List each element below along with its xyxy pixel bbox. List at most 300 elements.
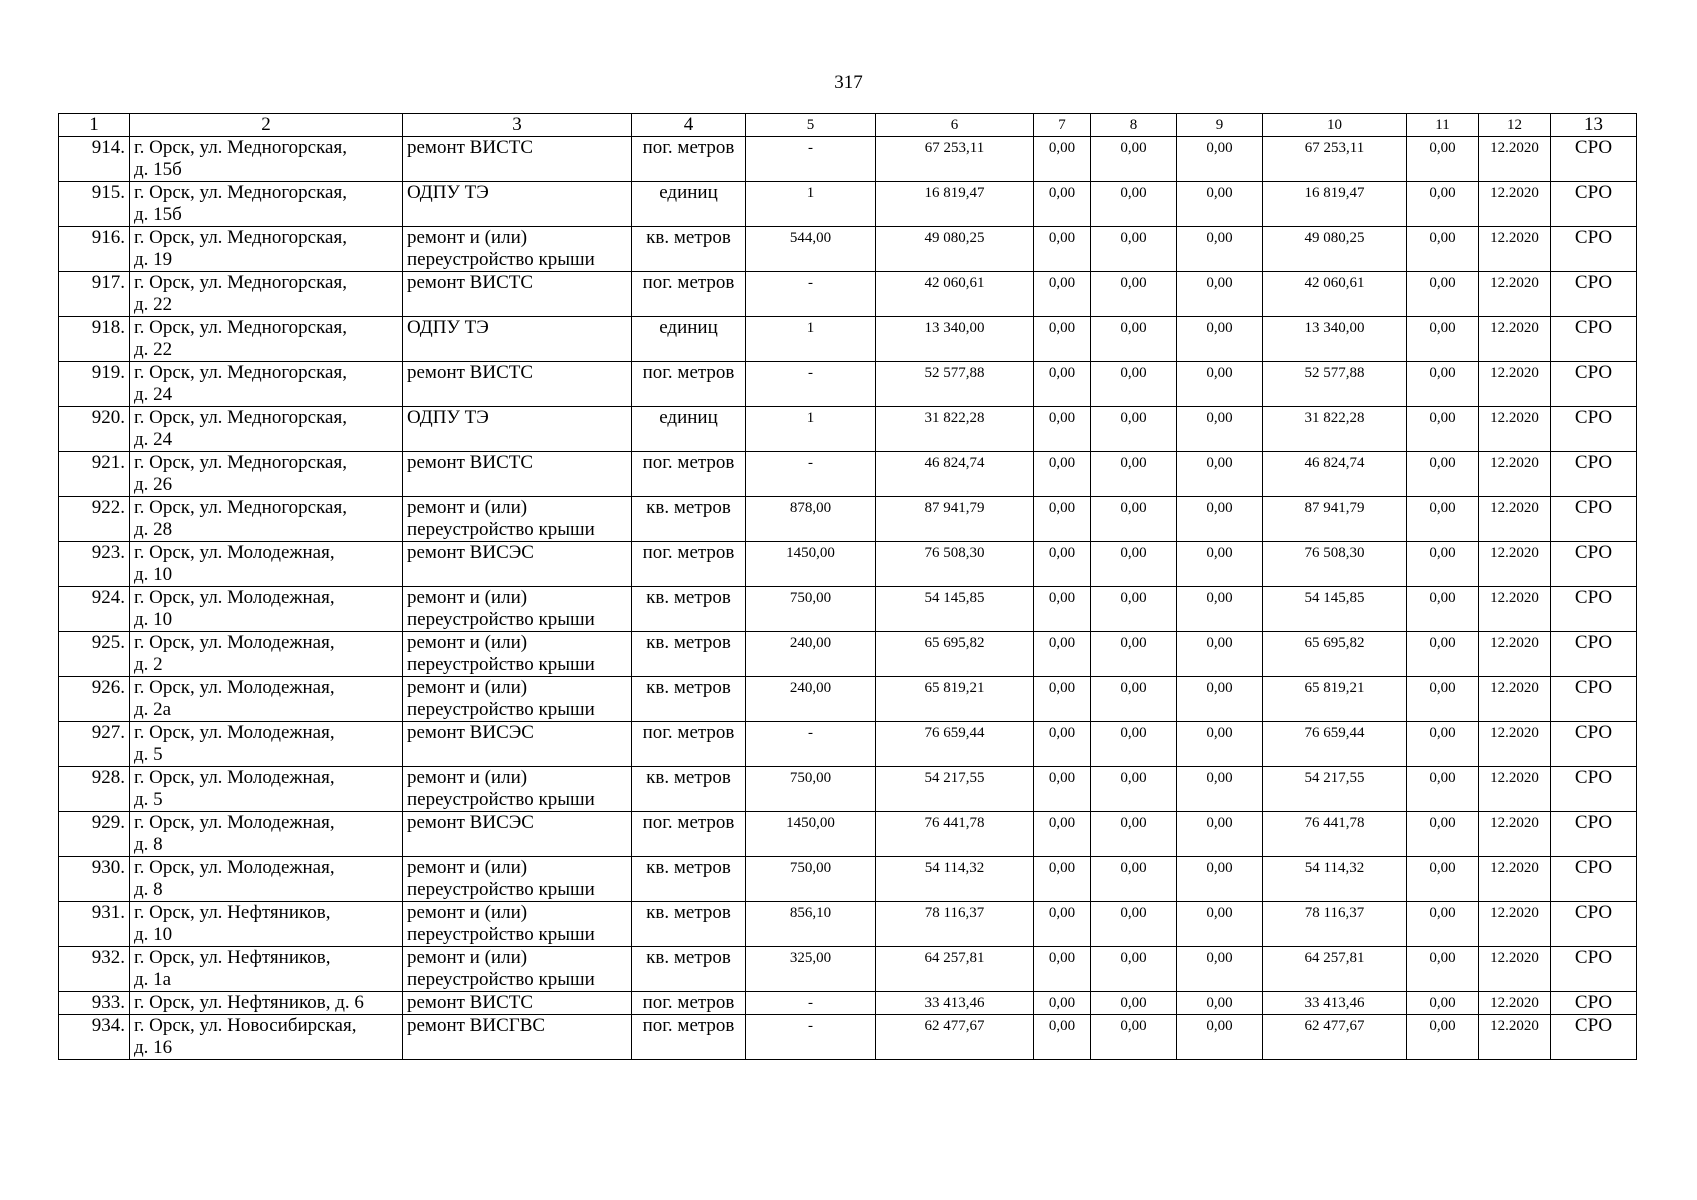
completion-date-cell: 12.2020 [1479, 452, 1551, 497]
table-row [59, 722, 1637, 767]
address-line: д. 24 [134, 384, 173, 405]
method-cell: СРО [1551, 227, 1637, 272]
value-cell-7: 0,00 [1034, 902, 1091, 947]
page-number: 317 [834, 72, 863, 93]
value-cell-9: 0,00 [1177, 1015, 1263, 1060]
work-type-cell [403, 812, 632, 857]
unit-cell: кв. метров [632, 947, 746, 992]
completion-date-cell: 12.2020 [1479, 857, 1551, 902]
method-cell: СРО [1551, 317, 1637, 362]
value-cell-11: 0,00 [1407, 1015, 1479, 1060]
value-cell-9: 0,00 [1177, 497, 1263, 542]
address-line: д. 8 [134, 879, 163, 900]
total-cost-cell: 49 080,25 [876, 227, 1034, 272]
work-type-cell [403, 632, 632, 677]
completion-date-cell: 12.2020 [1479, 1015, 1551, 1060]
value-cell-11: 0,00 [1407, 812, 1479, 857]
row-number: 934. [59, 1015, 130, 1060]
table-row [59, 362, 1637, 407]
row-number: 923. [59, 542, 130, 587]
value-cell-10: 49 080,25 [1263, 227, 1407, 272]
col-header: 10 [1263, 114, 1407, 137]
unit-cell: пог. метров [632, 362, 746, 407]
value-cell-8: 0,00 [1091, 452, 1177, 497]
work-type-cell [403, 722, 632, 767]
unit-cell: кв. метров [632, 497, 746, 542]
table-row [59, 857, 1637, 902]
row-number: 928. [59, 767, 130, 812]
address-cell [130, 362, 403, 407]
work-type-cell [403, 677, 632, 722]
total-cost-cell: 76 508,30 [876, 542, 1034, 587]
total-cost-cell: 76 659,44 [876, 722, 1034, 767]
work-type-line: ремонт и (или) [407, 632, 528, 653]
unit-cell: пог. метров [632, 812, 746, 857]
address-line: д. 22 [134, 294, 173, 315]
value-cell-10: 65 819,21 [1263, 677, 1407, 722]
method-cell: СРО [1551, 362, 1637, 407]
address-cell [130, 677, 403, 722]
table-row [59, 317, 1637, 362]
unit-cell: кв. метров [632, 227, 746, 272]
table-row [59, 182, 1637, 227]
value-cell-9: 0,00 [1177, 182, 1263, 227]
table-row [59, 632, 1637, 677]
address-line: г. Орск, ул. Медногорская, [134, 317, 347, 338]
completion-date-cell: 12.2020 [1479, 767, 1551, 812]
address-line: г. Орск, ул. Медногорская, [134, 407, 347, 428]
col-header: 9 [1177, 114, 1263, 137]
work-type-line: ремонт и (или) [407, 587, 528, 608]
unit-cell: единиц [632, 407, 746, 452]
value-cell-7: 0,00 [1034, 227, 1091, 272]
unit-cell: кв. метров [632, 677, 746, 722]
address-line: г. Орск, ул. Нефтяников, д. 6 [134, 992, 364, 1013]
value-cell-11: 0,00 [1407, 947, 1479, 992]
value-cell-11: 0,00 [1407, 407, 1479, 452]
address-line: д. 10 [134, 609, 173, 630]
work-type-cell [403, 137, 632, 182]
value-cell-8: 0,00 [1091, 362, 1177, 407]
value-cell-10: 87 941,79 [1263, 497, 1407, 542]
unit-cell: единиц [632, 182, 746, 227]
value-cell-10: 16 819,47 [1263, 182, 1407, 227]
total-cost-cell: 65 695,82 [876, 632, 1034, 677]
unit-cell: единиц [632, 317, 746, 362]
quantity-cell: 750,00 [746, 767, 876, 812]
method-cell: СРО [1551, 272, 1637, 317]
total-cost-cell: 33 413,46 [876, 992, 1034, 1015]
work-type-cell [403, 902, 632, 947]
unit-cell: пог. метров [632, 542, 746, 587]
address-line: г. Орск, ул. Медногорская, [134, 452, 347, 473]
value-cell-11: 0,00 [1407, 587, 1479, 632]
completion-date-cell: 12.2020 [1479, 947, 1551, 992]
value-cell-9: 0,00 [1177, 227, 1263, 272]
value-cell-7: 0,00 [1034, 452, 1091, 497]
row-number: 922. [59, 497, 130, 542]
work-type-cell [403, 767, 632, 812]
address-line: д. 16 [134, 1037, 173, 1058]
value-cell-9: 0,00 [1177, 992, 1263, 1015]
address-line: д. 22 [134, 339, 173, 360]
value-cell-7: 0,00 [1034, 272, 1091, 317]
value-cell-11: 0,00 [1407, 857, 1479, 902]
value-cell-9: 0,00 [1177, 452, 1263, 497]
address-line: г. Орск, ул. Молодежная, [134, 767, 335, 788]
address-cell [130, 767, 403, 812]
value-cell-7: 0,00 [1034, 407, 1091, 452]
value-cell-8: 0,00 [1091, 767, 1177, 812]
method-cell: СРО [1551, 677, 1637, 722]
completion-date-cell: 12.2020 [1479, 992, 1551, 1015]
value-cell-7: 0,00 [1034, 632, 1091, 677]
row-number: 917. [59, 272, 130, 317]
total-cost-cell: 46 824,74 [876, 452, 1034, 497]
address-line: г. Орск, ул. Новосибирская, [134, 1015, 357, 1036]
address-cell [130, 317, 403, 362]
col-header: 7 [1034, 114, 1091, 137]
unit-cell: пог. метров [632, 137, 746, 182]
value-cell-7: 0,00 [1034, 857, 1091, 902]
total-cost-cell: 16 819,47 [876, 182, 1034, 227]
work-type-line: переустройство крыши [407, 924, 595, 945]
table-row [59, 902, 1637, 947]
value-cell-7: 0,00 [1034, 947, 1091, 992]
value-cell-8: 0,00 [1091, 722, 1177, 767]
total-cost-cell: 54 114,32 [876, 857, 1034, 902]
row-number: 925. [59, 632, 130, 677]
value-cell-11: 0,00 [1407, 767, 1479, 812]
unit-cell: пог. метров [632, 722, 746, 767]
address-line: д. 15б [134, 159, 182, 180]
value-cell-10: 64 257,81 [1263, 947, 1407, 992]
value-cell-9: 0,00 [1177, 317, 1263, 362]
value-cell-10: 65 695,82 [1263, 632, 1407, 677]
value-cell-7: 0,00 [1034, 137, 1091, 182]
value-cell-11: 0,00 [1407, 272, 1479, 317]
value-cell-7: 0,00 [1034, 587, 1091, 632]
method-cell: СРО [1551, 857, 1637, 902]
value-cell-11: 0,00 [1407, 137, 1479, 182]
row-number: 927. [59, 722, 130, 767]
value-cell-7: 0,00 [1034, 317, 1091, 362]
total-cost-cell: 62 477,67 [876, 1015, 1034, 1060]
total-cost-cell: 42 060,61 [876, 272, 1034, 317]
address-cell [130, 452, 403, 497]
total-cost-cell: 13 340,00 [876, 317, 1034, 362]
value-cell-7: 0,00 [1034, 497, 1091, 542]
value-cell-8: 0,00 [1091, 902, 1177, 947]
address-line: г. Орск, ул. Медногорская, [134, 227, 347, 248]
value-cell-10: 46 824,74 [1263, 452, 1407, 497]
table-row [59, 587, 1637, 632]
value-cell-10: 13 340,00 [1263, 317, 1407, 362]
completion-date-cell: 12.2020 [1479, 587, 1551, 632]
address-line: г. Орск, ул. Медногорская, [134, 182, 347, 203]
value-cell-7: 0,00 [1034, 362, 1091, 407]
address-line: д. 2а [134, 699, 172, 720]
table-row [59, 272, 1637, 317]
method-cell: СРО [1551, 812, 1637, 857]
total-cost-cell: 78 116,37 [876, 902, 1034, 947]
unit-cell: кв. метров [632, 902, 746, 947]
table-row [59, 452, 1637, 497]
address-cell [130, 857, 403, 902]
value-cell-10: 54 145,85 [1263, 587, 1407, 632]
total-cost-cell: 87 941,79 [876, 497, 1034, 542]
col-header: 8 [1091, 114, 1177, 137]
work-type-line: переустройство крыши [407, 879, 595, 900]
value-cell-8: 0,00 [1091, 317, 1177, 362]
work-type-line: ОДПУ ТЭ [407, 407, 489, 428]
value-cell-10: 31 822,28 [1263, 407, 1407, 452]
completion-date-cell: 12.2020 [1479, 677, 1551, 722]
value-cell-10: 67 253,11 [1263, 137, 1407, 182]
value-cell-8: 0,00 [1091, 497, 1177, 542]
total-cost-cell: 67 253,11 [876, 137, 1034, 182]
row-number: 916. [59, 227, 130, 272]
work-type-cell [403, 497, 632, 542]
address-line: д. 28 [134, 519, 173, 540]
col-header: 12 [1479, 114, 1551, 137]
value-cell-9: 0,00 [1177, 767, 1263, 812]
value-cell-11: 0,00 [1407, 677, 1479, 722]
completion-date-cell: 12.2020 [1479, 902, 1551, 947]
work-type-line: ремонт и (или) [407, 497, 528, 518]
col-header: 5 [746, 114, 876, 137]
work-type-line: ремонт ВИСЭС [407, 542, 534, 563]
completion-date-cell: 12.2020 [1479, 272, 1551, 317]
work-type-line: переустройство крыши [407, 609, 595, 630]
quantity-cell: 856,10 [746, 902, 876, 947]
quantity-cell: - [746, 137, 876, 182]
unit-cell: пог. метров [632, 272, 746, 317]
work-type-line: ремонт ВИСТС [407, 272, 534, 293]
work-type-line: переустройство крыши [407, 789, 595, 810]
table-row [59, 992, 1637, 1015]
quantity-cell: - [746, 1015, 876, 1060]
table-row [59, 407, 1637, 452]
quantity-cell: 240,00 [746, 677, 876, 722]
value-cell-7: 0,00 [1034, 182, 1091, 227]
method-cell: СРО [1551, 947, 1637, 992]
value-cell-9: 0,00 [1177, 542, 1263, 587]
value-cell-8: 0,00 [1091, 182, 1177, 227]
address-line: г. Орск, ул. Медногорская, [134, 497, 347, 518]
work-type-line: ремонт и (или) [407, 227, 528, 248]
value-cell-7: 0,00 [1034, 677, 1091, 722]
table-row [59, 497, 1637, 542]
value-cell-8: 0,00 [1091, 227, 1177, 272]
work-type-cell [403, 857, 632, 902]
address-cell [130, 542, 403, 587]
address-line: г. Орск, ул. Нефтяников, [134, 902, 331, 923]
address-line: д. 10 [134, 924, 173, 945]
row-number: 921. [59, 452, 130, 497]
address-line: д. 24 [134, 429, 173, 450]
total-cost-cell: 76 441,78 [876, 812, 1034, 857]
method-cell: СРО [1551, 182, 1637, 227]
address-line: д. 5 [134, 789, 163, 810]
work-type-line: переустройство крыши [407, 519, 595, 540]
address-line: г. Орск, ул. Молодежная, [134, 587, 335, 608]
address-line: г. Орск, ул. Молодежная, [134, 632, 335, 653]
address-cell [130, 1015, 403, 1060]
work-type-cell [403, 587, 632, 632]
address-cell [130, 272, 403, 317]
work-type-cell [403, 947, 632, 992]
total-cost-cell: 31 822,28 [876, 407, 1034, 452]
work-type-line: ремонт ВИСЭС [407, 812, 534, 833]
value-cell-7: 0,00 [1034, 812, 1091, 857]
quantity-cell: 1 [746, 317, 876, 362]
col-header: 4 [632, 114, 746, 137]
value-cell-11: 0,00 [1407, 227, 1479, 272]
repair-register-table [58, 113, 1637, 1060]
value-cell-8: 0,00 [1091, 542, 1177, 587]
table-row [59, 767, 1637, 812]
quantity-cell: - [746, 722, 876, 767]
value-cell-10: 76 441,78 [1263, 812, 1407, 857]
value-cell-8: 0,00 [1091, 632, 1177, 677]
address-line: г. Орск, ул. Молодежная, [134, 812, 335, 833]
table-row [59, 227, 1637, 272]
work-type-line: ремонт и (или) [407, 767, 528, 788]
total-cost-cell: 52 577,88 [876, 362, 1034, 407]
completion-date-cell: 12.2020 [1479, 362, 1551, 407]
value-cell-8: 0,00 [1091, 947, 1177, 992]
work-type-line: ремонт ВИСТС [407, 362, 534, 383]
value-cell-11: 0,00 [1407, 182, 1479, 227]
work-type-cell [403, 227, 632, 272]
value-cell-10: 54 114,32 [1263, 857, 1407, 902]
method-cell: СРО [1551, 497, 1637, 542]
work-type-cell [403, 182, 632, 227]
method-cell: СРО [1551, 992, 1637, 1015]
value-cell-10: 52 577,88 [1263, 362, 1407, 407]
address-line: д. 19 [134, 249, 173, 270]
table-body [59, 137, 1637, 1060]
quantity-cell: - [746, 272, 876, 317]
address-cell [130, 407, 403, 452]
address-line: д. 8 [134, 834, 163, 855]
address-line: д. 1а [134, 969, 172, 990]
value-cell-9: 0,00 [1177, 362, 1263, 407]
col-header: 11 [1407, 114, 1479, 137]
col-header: 3 [403, 114, 632, 137]
value-cell-10: 33 413,46 [1263, 992, 1407, 1015]
value-cell-10: 54 217,55 [1263, 767, 1407, 812]
address-line: г. Орск, ул. Молодежная, [134, 722, 335, 743]
work-type-line: ОДПУ ТЭ [407, 317, 489, 338]
value-cell-7: 0,00 [1034, 542, 1091, 587]
value-cell-9: 0,00 [1177, 947, 1263, 992]
value-cell-9: 0,00 [1177, 272, 1263, 317]
value-cell-8: 0,00 [1091, 857, 1177, 902]
work-type-line: ремонт и (или) [407, 677, 528, 698]
col-header: 2 [130, 114, 403, 137]
work-type-cell [403, 407, 632, 452]
work-type-line: ремонт ВИСЭС [407, 722, 534, 743]
value-cell-11: 0,00 [1407, 902, 1479, 947]
method-cell: СРО [1551, 587, 1637, 632]
value-cell-10: 42 060,61 [1263, 272, 1407, 317]
quantity-cell: 750,00 [746, 587, 876, 632]
value-cell-7: 0,00 [1034, 1015, 1091, 1060]
row-number: 933. [59, 992, 130, 1015]
quantity-cell: - [746, 452, 876, 497]
value-cell-7: 0,00 [1034, 992, 1091, 1015]
quantity-cell: - [746, 992, 876, 1015]
address-line: г. Орск, ул. Медногорская, [134, 137, 347, 158]
unit-cell: пог. метров [632, 1015, 746, 1060]
value-cell-9: 0,00 [1177, 812, 1263, 857]
value-cell-8: 0,00 [1091, 587, 1177, 632]
value-cell-11: 0,00 [1407, 632, 1479, 677]
method-cell: СРО [1551, 1015, 1637, 1060]
value-cell-9: 0,00 [1177, 407, 1263, 452]
address-cell [130, 137, 403, 182]
value-cell-8: 0,00 [1091, 272, 1177, 317]
quantity-cell: 1 [746, 182, 876, 227]
address-line: д. 26 [134, 474, 173, 495]
address-line: д. 15б [134, 204, 182, 225]
value-cell-9: 0,00 [1177, 677, 1263, 722]
completion-date-cell: 12.2020 [1479, 227, 1551, 272]
completion-date-cell: 12.2020 [1479, 632, 1551, 677]
table-row [59, 1015, 1637, 1060]
address-line: г. Орск, ул. Молодежная, [134, 542, 335, 563]
row-number: 926. [59, 677, 130, 722]
address-cell [130, 902, 403, 947]
row-number: 924. [59, 587, 130, 632]
value-cell-9: 0,00 [1177, 587, 1263, 632]
value-cell-11: 0,00 [1407, 542, 1479, 587]
quantity-cell: 240,00 [746, 632, 876, 677]
method-cell: СРО [1551, 767, 1637, 812]
work-type-cell [403, 452, 632, 497]
row-number: 930. [59, 857, 130, 902]
work-type-line: переустройство крыши [407, 654, 595, 675]
unit-cell: кв. метров [632, 767, 746, 812]
work-type-cell [403, 272, 632, 317]
row-number: 918. [59, 317, 130, 362]
total-cost-cell: 65 819,21 [876, 677, 1034, 722]
value-cell-7: 0,00 [1034, 767, 1091, 812]
row-number: 915. [59, 182, 130, 227]
value-cell-8: 0,00 [1091, 992, 1177, 1015]
col-header: 1 [59, 114, 130, 137]
quantity-cell: 325,00 [746, 947, 876, 992]
work-type-line: ремонт ВИСТС [407, 137, 534, 158]
work-type-line: переустройство крыши [407, 249, 595, 270]
work-type-cell [403, 362, 632, 407]
address-line: д. 5 [134, 744, 163, 765]
work-type-line: ремонт и (или) [407, 947, 528, 968]
address-cell [130, 632, 403, 677]
quantity-cell: - [746, 362, 876, 407]
quantity-cell: 750,00 [746, 857, 876, 902]
quantity-cell: 544,00 [746, 227, 876, 272]
row-number: 914. [59, 137, 130, 182]
address-cell [130, 497, 403, 542]
value-cell-8: 0,00 [1091, 137, 1177, 182]
table-row [59, 677, 1637, 722]
value-cell-9: 0,00 [1177, 632, 1263, 677]
method-cell: СРО [1551, 407, 1637, 452]
unit-cell: кв. метров [632, 632, 746, 677]
